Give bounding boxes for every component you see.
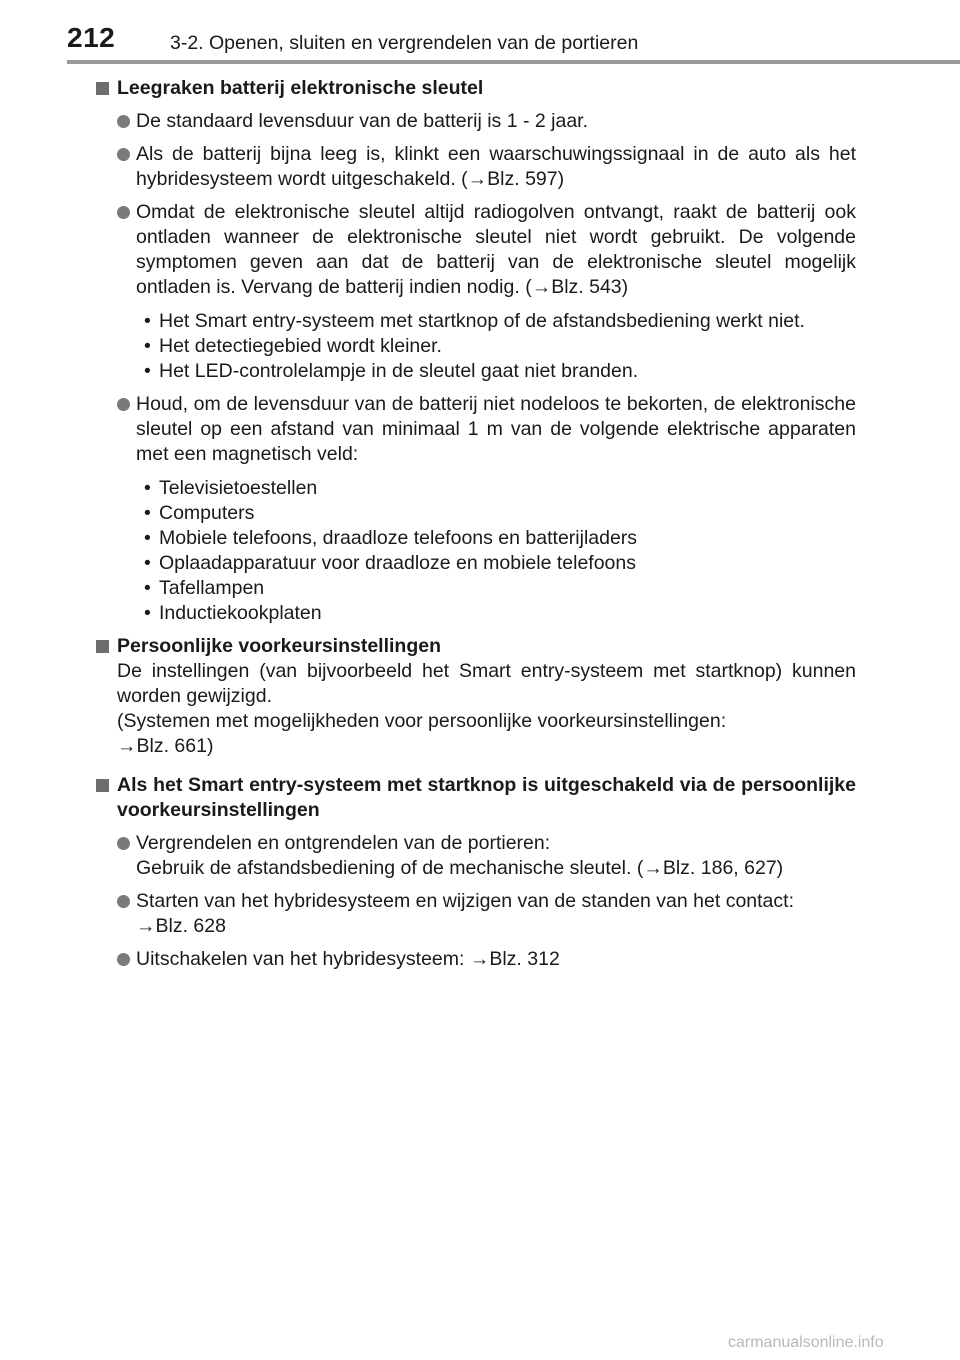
small-bullet-icon: • (144, 477, 151, 499)
device-item: • Oplaadapparatuur voor draadloze en mobiele telefoons (144, 552, 636, 574)
list-item: Vergrendelen en ontgrendelen van de portieren: Gebruik de afstandsbediening of de mechanische sleutel. (→Blz. 186, 627) (117, 831, 856, 881)
square-bullet-icon (96, 640, 109, 653)
square-bullet-icon (96, 82, 109, 95)
device-list (136, 476, 856, 626)
small-bullet-icon: • (144, 552, 151, 574)
small-bullet-icon: • (144, 602, 151, 624)
bullet-text: Als de batterij bijna leeg is, klinkt een waarschuwingssignaal in de auto als het hybridesysteem wordt uitgeschakeld. ( (136, 143, 856, 190)
page-content (96, 76, 856, 980)
section-title: Leegraken batterij elektronische sleutel (117, 77, 484, 99)
chapter-title: 3-2. Openen, sluiten en vergrendelen van de portieren (170, 32, 639, 54)
list-item (117, 109, 856, 134)
small-bullet-icon: • (144, 502, 151, 524)
symptom-item: • Het Smart entry-systeem met startknop of de afstandsbediening werkt niet. (144, 310, 805, 332)
circle-bullet-icon (117, 953, 130, 966)
section-title: Persoonlijke voorkeursinstellingen (117, 635, 442, 657)
list-item (117, 142, 856, 192)
page-reference[interactable]: Blz. 661) (136, 735, 214, 757)
circle-bullet-icon (117, 895, 130, 908)
device-item: • Computers (144, 502, 255, 524)
header-rule (67, 60, 960, 64)
small-bullet-icon: • (144, 577, 151, 599)
bullet-text: De standaard levensduur van de batterij is 1 - 2 jaar. (136, 110, 589, 132)
device-item: • Mobiele telefoons, draadloze telefoons en batterijladers (144, 527, 638, 549)
arrow-right-icon: → (469, 948, 490, 970)
section-battery (96, 76, 856, 626)
section-preferences (96, 634, 856, 759)
arrow-right-icon: → (531, 276, 552, 298)
page-number: 212 (67, 22, 116, 53)
section-title: Als het Smart entry-systeem met startknop is uitgeschakeld via de persoonlijke voorkeursinstellingen (117, 774, 856, 821)
bullet-text: Omdat de elektronische sleutel altijd radiogolven ontvangt, raakt de batterij ook ontladen wanneer de elektronische sleutel niet wordt gebruikt. De volgende symptomen geven aan dat de batterij van de elektronische sleutel mogelijk ontladen is. Vervang de batterij indien nodig. ( (136, 201, 856, 298)
paragraph: De instellingen (van bijvoorbeeld het Smart entry-systeem met startknop) kunnen worden gewijzigd. (117, 660, 856, 707)
page-reference[interactable]: Blz. 186, 627) (662, 857, 784, 879)
circle-bullet-icon (117, 115, 130, 128)
list-item: Starten van het hybridesysteem en wijzigen van de standen van het contact: →Blz. 628 (117, 889, 856, 939)
page-reference[interactable]: Blz. 543) (551, 276, 629, 298)
list-item: Uitschakelen van het hybridesysteem: →Blz. 312 (117, 947, 856, 972)
circle-bullet-icon (117, 398, 130, 411)
arrow-right-icon: → (136, 915, 156, 937)
page-reference[interactable]: Blz. 597) (487, 168, 565, 190)
arrow-right-icon: → (467, 168, 488, 190)
bullet-text: Houd, om de levensduur van de batterij niet nodeloos te bekorten, de elektronische sleutel op een afstand van minimaal 1 m van de volgende elektrische apparaten met een magnetisch veld: (136, 393, 856, 465)
page-reference[interactable]: Blz. 628 (155, 915, 226, 937)
circle-bullet-icon (117, 206, 130, 219)
paragraph: (Systemen met mogelijkheden voor persoonlijke voorkeursinstellingen: →Blz. 661) (117, 710, 727, 757)
list-item (117, 200, 856, 384)
symptom-item: • Het detectiegebied wordt kleiner. (144, 335, 442, 357)
device-item: • Tafellampen (144, 577, 265, 599)
small-bullet-icon: • (144, 360, 151, 382)
watermark: carmanualsonline.info (728, 1334, 884, 1351)
arrow-right-icon: → (117, 735, 137, 757)
square-bullet-icon (96, 779, 109, 792)
page-reference[interactable]: Blz. 312 (489, 948, 560, 970)
symptom-item: • Het LED-controlelampje in de sleutel gaat niet branden. (144, 360, 639, 382)
circle-bullet-icon (117, 837, 130, 850)
device-item: • Televisietoestellen (144, 477, 318, 499)
symptom-list (136, 309, 856, 384)
arrow-right-icon: → (643, 857, 663, 879)
small-bullet-icon: • (144, 527, 151, 549)
page-header (0, 0, 960, 66)
device-item: • Inductiekookplaten (144, 602, 322, 624)
circle-bullet-icon (117, 148, 130, 161)
small-bullet-icon: • (144, 310, 151, 332)
small-bullet-icon: • (144, 335, 151, 357)
section-disabled (96, 773, 856, 972)
list-item (117, 392, 856, 626)
